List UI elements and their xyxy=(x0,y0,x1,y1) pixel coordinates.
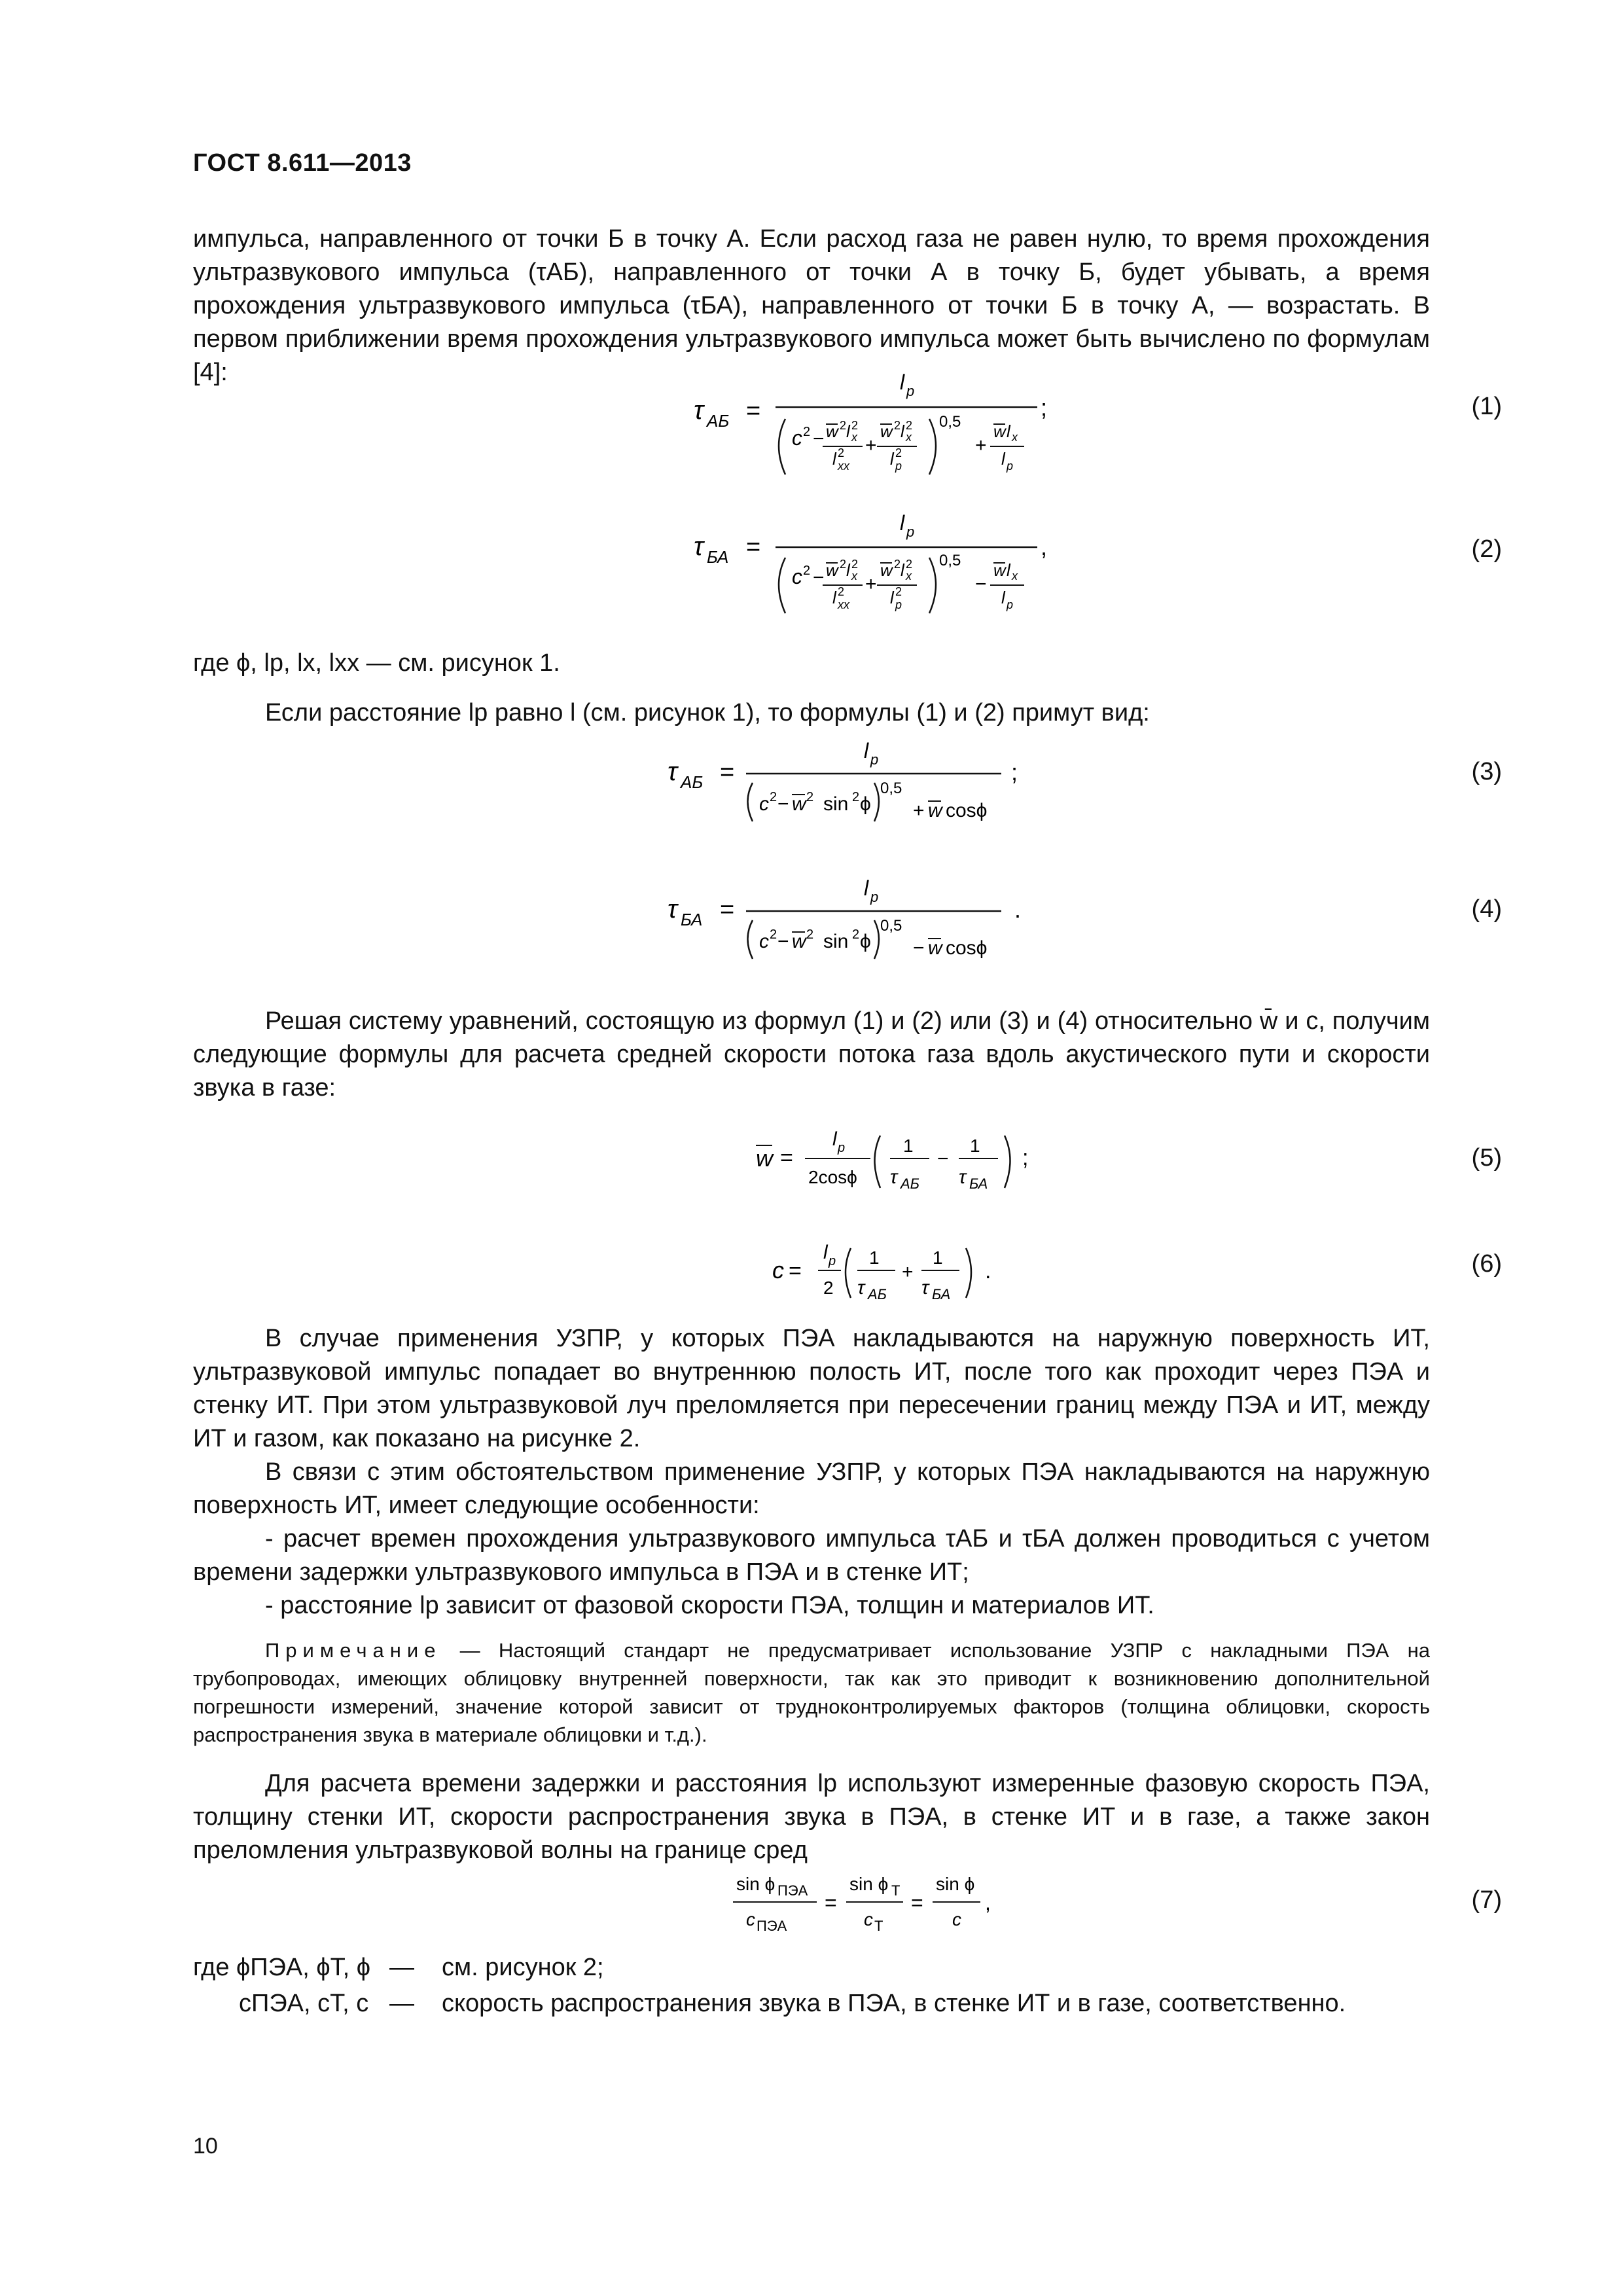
svg-text:x: x xyxy=(851,431,857,444)
svg-text:τ: τ xyxy=(921,1277,929,1299)
svg-text:;: ; xyxy=(1011,759,1018,785)
equation-number-4: (4) xyxy=(1471,895,1502,923)
svg-text:2: 2 xyxy=(894,419,901,432)
svg-text:2: 2 xyxy=(851,558,859,571)
svg-text:w: w xyxy=(826,422,838,441)
svg-text:ПЭА: ПЭА xyxy=(777,1882,808,1899)
svg-text:c: c xyxy=(759,931,769,952)
svg-text:w: w xyxy=(928,937,942,959)
svg-text:2: 2 xyxy=(906,419,913,432)
svg-text:2: 2 xyxy=(906,558,913,571)
svg-text:;: ; xyxy=(1041,394,1048,421)
svg-text:w: w xyxy=(880,560,893,580)
svg-text:x: x xyxy=(851,569,857,583)
svg-text:1: 1 xyxy=(903,1136,914,1156)
svg-text:=: = xyxy=(746,533,761,561)
svg-text:=: = xyxy=(911,1891,923,1914)
svg-text:Т: Т xyxy=(874,1918,883,1934)
svg-text:=: = xyxy=(720,896,735,924)
svg-text:АБ: АБ xyxy=(901,1175,919,1192)
svg-text:2: 2 xyxy=(806,927,814,942)
svg-text:2: 2 xyxy=(894,558,901,571)
svg-text:p: p xyxy=(1007,598,1014,611)
svg-text:l: l xyxy=(901,560,904,580)
equation-number-2: (2) xyxy=(1471,535,1502,563)
svg-text:τ: τ xyxy=(668,895,677,924)
svg-text:xx: xx xyxy=(838,459,849,473)
svg-text:l: l xyxy=(864,876,869,900)
formula-6 xyxy=(759,1227,1034,1312)
svg-text:l: l xyxy=(901,422,904,441)
svg-text:sin: sin xyxy=(823,931,849,952)
note-block xyxy=(193,1636,1430,1749)
svg-text:l: l xyxy=(823,1242,828,1263)
formula-2 xyxy=(687,511,1093,635)
svg-text:=: = xyxy=(825,1891,837,1914)
svg-text:.: . xyxy=(985,1259,991,1283)
svg-text:=: = xyxy=(720,759,735,786)
svg-text:l: l xyxy=(846,422,850,441)
svg-text:l: l xyxy=(832,1128,837,1150)
svg-text:p: p xyxy=(838,1141,846,1155)
svg-text:,: , xyxy=(985,1891,991,1914)
equation-number-1: (1) xyxy=(1471,393,1502,420)
svg-text:c: c xyxy=(759,793,769,815)
svg-text:.: . xyxy=(1014,896,1022,923)
paragraph-intro: импульса, направленного от точки Б в точку А. Если расход газа не равен нулю, то время прохождения ультразвукового импульса (τАБ), направленного от точки А в точку Б, будет убывать, а время прохождения ультразвукового импульса (τБА), направленного от точки Б в точку А, — возрастать. В первом приближении время прохождения ультразвукового импульса может быть вычислено по формулам [4]: xyxy=(193,225,1430,386)
formula-4 xyxy=(654,870,1047,975)
svg-text:2: 2 xyxy=(852,927,860,942)
note-label: Примечание xyxy=(265,1639,442,1662)
svg-text:l: l xyxy=(1007,560,1010,580)
svg-text:p: p xyxy=(870,889,879,905)
svg-text:2: 2 xyxy=(803,425,811,439)
svg-text:x: x xyxy=(906,569,912,583)
svg-text:p: p xyxy=(895,459,902,473)
svg-text:2: 2 xyxy=(895,585,902,598)
where-dash-angles: — xyxy=(389,1954,414,1981)
where-dash-speeds: — xyxy=(389,1990,414,2017)
where-symbols-angles: где ϕПЭА, ϕТ, ϕ xyxy=(193,1954,371,1981)
svg-text:l: l xyxy=(832,449,836,469)
svg-text:=: = xyxy=(789,1259,802,1283)
paragraph-delay-calculation: Для расчета времени задержки и расстояния lp используют измеренные фазовую скорость ПЭА, толщину стенки ИТ, скорости распространения звука в ПЭА, в стенке ИТ и в газе, а также закон преломления ультразвуковой волны на границе сред xyxy=(193,1770,1430,1864)
svg-text:l: l xyxy=(864,739,869,762)
svg-text:c: c xyxy=(952,1909,961,1929)
svg-text:c: c xyxy=(772,1257,784,1283)
svg-text:l: l xyxy=(900,370,905,394)
equation-number-6: (6) xyxy=(1471,1250,1502,1278)
svg-text:=: = xyxy=(780,1145,793,1170)
where-symbols-speeds: cПЭА, cТ, c xyxy=(239,1990,369,2017)
page-number: 10 xyxy=(193,2134,218,2159)
svg-text:τ: τ xyxy=(959,1166,967,1188)
where-clause-figure-1: где ϕ, lp, lx, lxx — см. рисунок 1. xyxy=(193,649,560,677)
paragraph-system-solution: Решая систему уравнений, состоящую из формул (1) и (2) или (3) и (4) относительно w̄ и c, получим следующие формулы для расчета средней скорости потока газа вдоль акустического пути и скорости звука в газе: xyxy=(193,1007,1430,1102)
equation-number-5: (5) xyxy=(1471,1144,1502,1172)
svg-text:+: + xyxy=(975,435,987,456)
svg-text:l: l xyxy=(890,588,894,607)
svg-text:БА: БА xyxy=(932,1286,951,1302)
svg-text:l: l xyxy=(846,560,850,580)
note-text: — Настоящий стандарт не предусматривает использование УЗПР с накладными ПЭА на трубопроводах, имеющих облицовку внутренней поверхности, так как это приводит к возникновению дополнительной погрешности измерений, значение которой зависит от трудноконтролируемых факторов (толщина облицовки, скорость распространения звука в материале облицовки и т.д.). xyxy=(193,1639,1430,1746)
svg-text:w: w xyxy=(928,800,942,821)
svg-text:l: l xyxy=(1001,588,1005,607)
formula-7 xyxy=(726,1865,1041,1937)
svg-text:0,5: 0,5 xyxy=(939,413,961,431)
svg-text:2: 2 xyxy=(770,927,777,942)
svg-text:−: − xyxy=(813,567,825,588)
svg-text:w: w xyxy=(880,422,893,441)
svg-text:2: 2 xyxy=(851,419,859,432)
document-header: ГОСТ 8.611—2013 xyxy=(193,149,412,177)
svg-text:0,5: 0,5 xyxy=(880,917,902,935)
where-text-speeds: скорость распространения звука в ПЭА, в стенке ИТ и в газе, соответственно. xyxy=(442,1990,1346,2017)
where-text-angles: см. рисунок 2; xyxy=(442,1954,604,1981)
svg-text:2: 2 xyxy=(803,564,811,578)
formula-1 xyxy=(687,367,1093,491)
paragraph-uzpr-application: В случае применения УЗПР, у которых ПЭА накладываются на наружную поверхность ИТ, ультразвуковой импульс попадает во внутреннюю полость ИТ, после того как проходит через ПЭА и стенку ИТ. При этом ультразвуковой луч преломляется при пересечении границ между ПЭА и ИТ, между ИТ и газом, как показано на рисунке 2. xyxy=(193,1325,1430,1452)
svg-text:=: = xyxy=(746,397,761,425)
svg-text:ϕ: ϕ xyxy=(860,793,871,815)
svg-text:−: − xyxy=(777,793,789,815)
svg-text:−: − xyxy=(937,1148,949,1170)
svg-text:w: w xyxy=(993,422,1006,441)
svg-text:τ: τ xyxy=(694,396,704,425)
svg-text:0,5: 0,5 xyxy=(880,780,902,797)
svg-text:АБ: АБ xyxy=(868,1286,887,1302)
svg-text:0,5: 0,5 xyxy=(939,552,961,569)
svg-text:c: c xyxy=(746,1909,755,1929)
svg-text:p: p xyxy=(829,1254,836,1268)
svg-text:w: w xyxy=(993,560,1006,580)
formula-3 xyxy=(654,733,1047,838)
svg-text:БА: БА xyxy=(969,1175,988,1192)
svg-text:2: 2 xyxy=(895,446,902,459)
svg-text:АБ: АБ xyxy=(681,772,704,792)
svg-text:w: w xyxy=(792,931,806,952)
svg-text:c: c xyxy=(864,1909,873,1929)
svg-text:+: + xyxy=(865,573,877,595)
svg-text:w: w xyxy=(826,560,838,580)
svg-text:p: p xyxy=(1007,459,1014,473)
svg-text:2: 2 xyxy=(806,790,814,804)
where-line-angles xyxy=(193,1954,1436,1985)
svg-text:БА: БА xyxy=(707,547,729,567)
svg-text:2: 2 xyxy=(838,446,845,459)
svg-text:τ: τ xyxy=(857,1277,865,1299)
svg-text:x: x xyxy=(906,431,912,444)
svg-text:2: 2 xyxy=(838,585,845,598)
svg-text:1: 1 xyxy=(970,1136,980,1156)
svg-text:1: 1 xyxy=(933,1247,943,1268)
svg-text:l: l xyxy=(832,588,836,607)
svg-text:;: ; xyxy=(1022,1145,1029,1170)
where-line-speeds xyxy=(193,1990,1436,2021)
svg-text:АБ: АБ xyxy=(707,411,730,431)
svg-text:l: l xyxy=(890,449,894,469)
svg-text:sin ϕ: sin ϕ xyxy=(849,1874,889,1894)
svg-text:c: c xyxy=(792,426,802,450)
svg-text:−: − xyxy=(913,937,925,959)
svg-text:xx: xx xyxy=(838,598,849,611)
svg-text:2: 2 xyxy=(840,558,847,571)
svg-text:cosϕ: cosϕ xyxy=(946,937,988,959)
svg-text:1: 1 xyxy=(869,1247,880,1268)
svg-text:sin: sin xyxy=(823,793,849,815)
svg-text:p: p xyxy=(906,383,915,399)
svg-text:cosϕ: cosϕ xyxy=(946,800,988,821)
svg-text:2: 2 xyxy=(770,790,777,804)
svg-text:τ: τ xyxy=(694,532,704,561)
svg-text:τ: τ xyxy=(668,757,677,786)
svg-text:x: x xyxy=(1012,569,1018,583)
equation-number-7: (7) xyxy=(1471,1886,1502,1914)
svg-text:ϕ: ϕ xyxy=(860,931,871,952)
svg-text:−: − xyxy=(975,573,987,595)
list-item-distance: - расстояние lp зависит от фазовой скорости ПЭА, толщин и материалов ИТ. xyxy=(265,1592,1154,1619)
svg-text:БА: БА xyxy=(681,910,703,929)
svg-text:Т: Т xyxy=(891,1882,901,1899)
svg-text:l: l xyxy=(1001,449,1005,469)
svg-text:2: 2 xyxy=(840,419,847,432)
svg-text:+: + xyxy=(913,800,925,821)
svg-text:2: 2 xyxy=(823,1278,834,1298)
svg-text:+: + xyxy=(865,435,877,456)
svg-text:p: p xyxy=(906,524,915,540)
paragraph-lp-equals-l: Если расстояние lp равно l (см. рисунок 1), то формулы (1) и (2) примут вид: xyxy=(265,699,1150,726)
svg-text:l: l xyxy=(1007,422,1010,441)
svg-text:sin ϕ: sin ϕ xyxy=(736,1874,776,1894)
svg-text:sin ϕ: sin ϕ xyxy=(936,1874,975,1894)
svg-text:l: l xyxy=(900,511,905,535)
svg-text:x: x xyxy=(1012,431,1018,444)
svg-text:p: p xyxy=(870,751,879,768)
svg-text:c: c xyxy=(792,565,802,588)
svg-text:−: − xyxy=(777,931,789,952)
svg-text:p: p xyxy=(895,598,902,611)
svg-text:τ: τ xyxy=(890,1166,898,1188)
svg-text:ПЭА: ПЭА xyxy=(757,1918,787,1934)
svg-text:w: w xyxy=(756,1145,773,1172)
svg-text:2: 2 xyxy=(852,790,860,804)
formula-5 xyxy=(740,1113,1054,1204)
equation-number-3: (3) xyxy=(1471,758,1502,785)
svg-text:w: w xyxy=(792,793,806,815)
svg-text:−: − xyxy=(813,428,825,450)
svg-text:,: , xyxy=(1041,533,1048,560)
paragraph-features-intro: В связи с этим обстоятельством применение УЗПР, у которых ПЭА накладываются на наружную поверхность ИТ, имеет следующие особенности: xyxy=(193,1458,1430,1519)
svg-text:+: + xyxy=(902,1261,914,1283)
list-item-delay-time: - расчет времен прохождения ультразвукового импульса τАБ и τБА должен проводиться с учетом времени задержки ультразвукового импульса в ПЭА и в стенке ИТ; xyxy=(193,1525,1430,1586)
svg-text:2cosϕ: 2cosϕ xyxy=(808,1167,857,1187)
